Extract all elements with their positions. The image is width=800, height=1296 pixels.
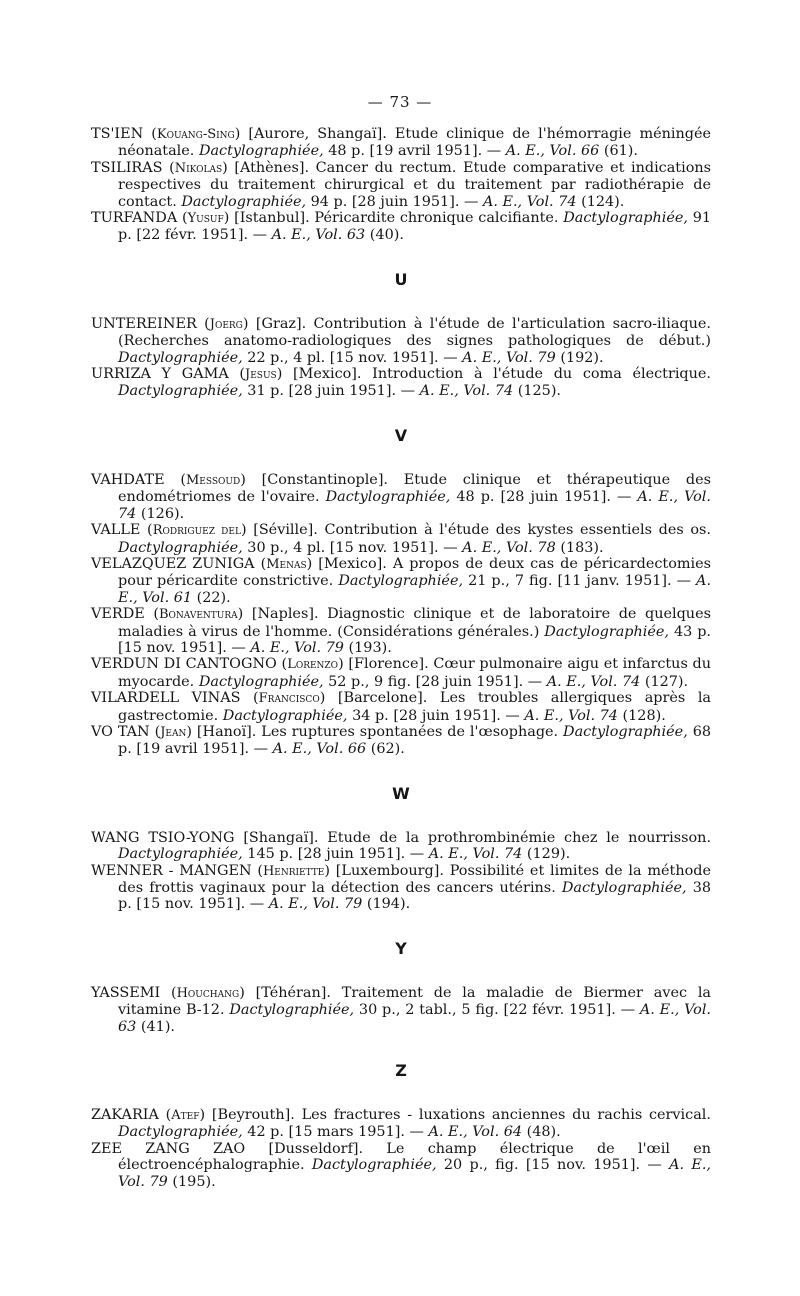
author-given-name: Nikolas	[174, 160, 223, 176]
bibliography-entry: UNTEREINER (Joerg) [Graz]. Contribution à l'étude de l'articulation sacro-iliaque. (Recherches anatomo-radiologiques des signes pathologiques de début.) Dactylographiée, 22 p., 4 pl. [15 nov. 1951]. — A. E., Vol. 79 (192).	[91, 315, 711, 366]
bibliography-entry: ZAKARIA (Atef) [Beyrouth]. Les fractures - luxations anciennes du rachis cervical. Dactylographiée, 42 p. [15 mars 1951]. — A. E., Vol. 64 (48).	[91, 1107, 711, 1141]
format-label: Dactylographiée,	[118, 383, 243, 400]
thesis-title: Les ruptures spontanées de l'œsophage.	[261, 723, 559, 740]
author-name: TSILIRAS	[91, 159, 163, 176]
institution-place: [Luxembourg].	[335, 862, 444, 879]
author-name: VAHDATE	[91, 471, 165, 488]
letter-section	[91, 1035, 711, 1190]
format-label: Dactylographiée,	[198, 673, 324, 690]
author-given-name: Bonaventura	[158, 607, 238, 623]
author-name: VERDUN DI CANTOGNO	[91, 656, 277, 673]
author-name: URRIZA Y GAMA	[91, 366, 229, 383]
thesis-details: 42 p. [15 mars 1951]. —	[247, 1124, 424, 1141]
author-given-name: Joerg	[209, 316, 243, 332]
author-name: VO TAN	[91, 723, 150, 740]
institution-place: [Aurore, Shangaï].	[248, 126, 387, 142]
bibliography-entry: VAHDATE (Messoud) [Constantinople]. Etude clinique et thérapeutique des endométriomes de l'ovaire. Dactylographiée, 48 p. [28 juin 1951]. — A. E., Vol. 74 (126).	[91, 471, 711, 522]
institution-place: [Athènes].	[234, 159, 310, 176]
volume-reference: A. E., Vol. 74	[118, 489, 711, 522]
thesis-title: Etude clinique et thérapeutique des endométriomes de l'ovaire.	[118, 471, 711, 506]
format-label: Dactylographiée,	[181, 193, 307, 210]
institution-place: [Florence].	[348, 656, 429, 673]
letter-section	[91, 112, 711, 244]
institution-place: [Beyrouth].	[211, 1107, 295, 1124]
author-name: TS'IEN	[91, 126, 144, 142]
catalog-number: (61).	[603, 143, 638, 160]
volume-reference: A. E., Vol. 74	[419, 383, 514, 400]
author-name: VILARDELL VINAS	[91, 690, 241, 707]
thesis-details: 94 p. [28 juin 1951]. —	[310, 193, 479, 210]
format-label: Dactylographiée,	[222, 707, 348, 724]
author-given-name: Rodriguez del	[152, 523, 241, 539]
thesis-details: 34 p. [28 juin 1951]. —	[352, 707, 520, 724]
format-label: Dactylographiée,	[118, 1124, 243, 1141]
catalog-number: (124).	[581, 193, 625, 210]
thesis-details: 145 p. [28 juin 1951]. —	[247, 846, 425, 863]
thesis-title: Péricardite chronique calcifiante.	[314, 210, 559, 227]
letter-section	[91, 758, 711, 913]
thesis-title: Les troubles allergiques après la gastrectomie.	[118, 690, 712, 724]
letter-section	[91, 913, 711, 1035]
institution-place: [Hanoï].	[196, 723, 257, 740]
thesis-title: Le champ électrique de l'œil en électroencéphalographie.	[118, 1140, 712, 1174]
thesis-details: 43 p. [15 nov. 1951]. —	[118, 623, 711, 656]
institution-place: [Mexico].	[318, 555, 387, 572]
section-letter: U	[394, 269, 408, 289]
volume-reference: A. E., Vol. 79	[462, 349, 556, 366]
catalog-number: (62).	[370, 741, 405, 758]
bibliography-entry: VO TAN (Jean) [Hanoï]. Les ruptures spontanées de l'œsophage. Dactylographiée, 68 p. [19 avril 1951]. — A. E., Vol. 66 (62).	[91, 723, 711, 758]
catalog-number: (125).	[517, 383, 562, 400]
letter-section	[91, 244, 711, 400]
author-name: UNTEREINER	[91, 315, 197, 332]
author-name: VERDE	[91, 606, 145, 623]
institution-place: [Istanbul].	[234, 210, 310, 227]
page-number: — 73 —	[367, 93, 433, 111]
section-letter: Z	[395, 1061, 407, 1081]
thesis-title: Cœur pulmonaire aigu et infarctus du myocarde.	[118, 656, 712, 690]
thesis-title: Etude clinique de l'hémorragie méningée néonatale.	[118, 126, 712, 160]
catalog-number: (183).	[560, 539, 604, 556]
volume-reference: A. E., Vol. 74	[524, 707, 618, 724]
volume-reference: A. E., Vol. 66	[505, 143, 600, 160]
bibliography-list	[91, 112, 711, 1190]
author-name: WENNER - MANGEN	[91, 862, 252, 879]
volume-reference: A. E., Vol. 61	[118, 573, 712, 606]
catalog-number: (194).	[366, 896, 411, 913]
institution-place: [Barcelone].	[337, 690, 428, 707]
thesis-title: Traitement de la maladie de Biermer avec la vitamine B-12.	[118, 984, 712, 1019]
bibliography-entry: VERDUN DI CANTOGNO (Lorenzo) [Florence]. Cœur pulmonaire aigu et infarctus du myocarde. Dactylographiée, 52 p., 9 fig. [28 juin 1951]. — A. E., Vol. 74 (127).	[91, 656, 712, 690]
volume-reference: A. E., Vol. 64	[428, 1124, 523, 1141]
author-given-name: Jean	[160, 724, 187, 740]
thesis-title: Contribution à l'étude des kystes essentiels des os.	[324, 522, 711, 539]
author-given-name: Lorenzo	[287, 657, 339, 673]
thesis-title: Introduction à l'étude du coma électrique.	[372, 366, 712, 383]
thesis-details: 91 p. [22 févr. 1951]. —	[118, 210, 712, 244]
thesis-details: 52 p., 9 fig. [28 juin 1951]. —	[328, 673, 543, 690]
volume-reference: A. E., Vol. 79	[118, 1157, 711, 1190]
catalog-number: (48).	[526, 1124, 561, 1141]
catalog-number: (126).	[140, 505, 185, 522]
thesis-title: Etude de la prothrombinémie chez le nourrisson.	[327, 829, 712, 846]
thesis-title: A propos de deux cas de péricardectomies pour péricardite constrictive.	[118, 555, 712, 590]
volume-reference: A. E., Vol. 66	[272, 741, 367, 758]
author-given-name: Yusuf	[187, 211, 224, 227]
institution-place: [Constantinople].	[261, 471, 389, 488]
author-name: YASSEMI	[91, 984, 161, 1001]
thesis-details: 31 p. [28 juin 1951]. —	[247, 383, 415, 400]
thesis-title: Contribution à l'étude de l'articulation sacro-iliaque. (Recherches anatomo-radiologiques des signes pathologiques de début.)	[118, 315, 711, 350]
volume-reference: A. E., Vol. 74	[546, 673, 641, 690]
institution-place: [Mexico].	[293, 366, 362, 383]
bibliography-entry: WENNER - MANGEN (Henriette) [Luxembourg]. Possibilité et limites de la méthode des frottis vaginaux pour la détection des cancers utérins. Dactylographiée, 38 p. [15 nov. 1951]. — A. E., Vol. 79 (194).	[91, 862, 711, 913]
catalog-number: (129).	[526, 846, 571, 863]
author-name: WANG TSIO-YONG	[91, 829, 235, 846]
thesis-title: Diagnostic clinique et de laboratoire de quelques maladies à virus de l'homme. (Considérations générales.)	[118, 606, 711, 640]
catalog-number: (128).	[622, 707, 666, 724]
institution-place: [Séville].	[253, 522, 318, 539]
thesis-details: 30 p., 4 pl. [15 nov. 1951]. —	[247, 539, 458, 556]
author-name: ZEE ZANG ZAO	[91, 1140, 246, 1157]
format-label: Dactylographiée,	[229, 1002, 355, 1019]
section-letter: W	[392, 783, 410, 803]
format-label: Dactylographiée,	[561, 880, 687, 896]
format-label: Dactylographiée,	[563, 210, 688, 227]
format-label: Dactylographiée,	[544, 623, 669, 640]
author-given-name: Kouang-Sing	[156, 127, 235, 142]
author-given-name: Francisco	[258, 691, 320, 707]
thesis-title: Cancer du rectum. Etude comparative et indications respectives du traitement chirurgical et du traitement par radiothérapie de contact.	[118, 159, 712, 210]
format-label: Dactylographiée,	[198, 143, 324, 160]
volume-reference: A. E., Vol. 79	[250, 639, 344, 656]
author-given-name: Henriette	[262, 863, 325, 879]
author-given-name: Houchang	[176, 985, 240, 1001]
volume-reference: A. E., Vol. 63	[271, 227, 366, 244]
bibliography-entry: VILARDELL VINAS (Francisco) [Barcelone]. Les troubles allergiques après la gastrectomie. Dactylographiée, 34 p. [28 juin 1951]. — A. E., Vol. 74 (128).	[91, 690, 712, 724]
catalog-number: (193).	[348, 639, 392, 656]
format-label: Dactylographiée,	[311, 1157, 437, 1174]
bibliography-entry: VALLE (Rodriguez del) [Séville]. Contribution à l'étude des kystes essentiels des os. Dactylographiée, 30 p., 4 pl. [15 nov. 1951]. — A. E., Vol. 78 (183).	[91, 522, 711, 556]
bibliography-entry: TSILIRAS (Nikolas) [Athènes]. Cancer du rectum. Etude comparative et indications respectives du traitement chirurgical et du traitement par radiothérapie de contact. Dactylographiée, 94 p. [28 juin 1951]. — A. E., Vol. 74 (124).	[91, 159, 712, 210]
author-name: VELAZQUEZ ZUNIGA	[91, 555, 255, 572]
thesis-details: 68 p. [19 avril 1951]. —	[118, 723, 711, 758]
volume-reference: A. E., Vol. 63	[118, 1002, 712, 1035]
thesis-title: Possibilité et limites de la méthode des frottis vaginaux pour la détection des cancers utérins.	[118, 862, 711, 896]
author-name: TURFANDA	[91, 210, 178, 227]
format-label: Dactylographiée,	[563, 723, 688, 740]
catalog-number: (195).	[172, 1173, 216, 1190]
author-given-name: Menas	[266, 556, 307, 572]
bibliography-entry: YASSEMI (Houchang) [Téhéran]. Traitement de la maladie de Biermer avec la vitamine B-12. Dactylographiée, 30 p., 2 tabl., 5 fig. [22 févr. 1951]. — A. E., Vol. 63 (41).	[91, 984, 712, 1035]
institution-place: [Téhéran].	[255, 984, 331, 1001]
thesis-details: 30 p., 2 tabl., 5 fig. [22 févr. 1951]. —	[358, 1002, 635, 1019]
section-letter: Y	[395, 938, 407, 958]
thesis-title: Les fractures - luxations anciennes du rachis cervical.	[301, 1107, 711, 1124]
author-given-name: Jesus	[245, 367, 277, 383]
catalog-number: (40).	[369, 227, 404, 244]
format-label: Dactylographiée,	[118, 539, 243, 556]
bibliography-entry: URRIZA Y GAMA (Jesus) [Mexico]. Introduction à l'étude du coma électrique. Dactylographiée, 31 p. [28 juin 1951]. — A. E., Vol. 74 (125).	[91, 366, 712, 400]
catalog-number: (22).	[196, 589, 231, 606]
volume-reference: A. E., Vol. 74	[428, 846, 523, 863]
catalog-number: (127).	[644, 673, 689, 690]
bibliography-entry	[91, 1141, 711, 1190]
author-name: ZAKARIA	[91, 1107, 159, 1124]
thesis-details: 48 p. [19 avril 1951]. —	[328, 143, 502, 160]
bibliography-entry: TS'IEN (Kouang-Sing) [Aurore, Shangaï]. Etude clinique de l'hémorragie méningée néonatale. Dactylographiée, 48 p. [19 avril 1951]. — A. E., Vol. 66 (61).	[91, 126, 712, 160]
institution-place: [Naples].	[251, 606, 319, 623]
format-label: Dactylographiée,	[325, 489, 451, 506]
section-letter: V	[394, 425, 408, 445]
volume-reference: A. E., Vol. 78	[462, 539, 556, 556]
institution-place: [Graz].	[255, 315, 307, 332]
bibliography-entry: VERDE (Bonaventura) [Naples]. Diagnostic clinique et de laboratoire de quelques maladies à virus de l'homme. (Considérations générales.) Dactylographiée, 43 p. [15 nov. 1951]. — A. E., Vol. 79 (193).	[91, 606, 711, 656]
bibliography-entry: TURFANDA (Yusuf) [Istanbul]. Péricardite chronique calcifiante. Dactylographiée, 91 p. [22 févr. 1951]. — A. E., Vol. 63 (40).	[91, 210, 712, 244]
thesis-details: 22 p., 4 pl. [15 nov. 1951]. —	[247, 349, 458, 366]
format-label: Dactylographiée,	[118, 846, 243, 863]
thesis-details: 20 p., fig. [15 nov. 1951]. —	[443, 1157, 662, 1174]
volume-reference: A. E., Vol. 79	[268, 896, 363, 913]
thesis-details: 48 p. [28 juin 1951]. —	[456, 489, 632, 506]
thesis-details: 38 p. [15 nov. 1951]. —	[118, 880, 711, 913]
author-given-name: Atef	[171, 1108, 200, 1124]
institution-place: [Shangaï].	[243, 829, 319, 846]
thesis-details: 21 p., 7 fig. [11 janv. 1951]. —	[468, 573, 691, 590]
institution-place: [Dusseldorf].	[268, 1140, 364, 1157]
bibliography-entry	[91, 830, 711, 863]
format-label: Dactylographiée,	[338, 573, 464, 590]
letter-section	[91, 400, 711, 758]
author-name: VALLE	[91, 522, 141, 539]
bibliography-entry: VELAZQUEZ ZUNIGA (Menas) [Mexico]. A propos de deux cas de péricardectomies pour péricardite constrictive. Dactylographiée, 21 p., 7 fig. [11 janv. 1951]. — A. E., Vol. 61 (22).	[91, 555, 712, 606]
catalog-number: (41).	[140, 1018, 176, 1035]
volume-reference: A. E., Vol. 74	[482, 193, 577, 210]
catalog-number: (192).	[560, 349, 604, 366]
format-label: Dactylographiée,	[118, 349, 243, 366]
author-given-name: Messoud	[185, 472, 241, 488]
